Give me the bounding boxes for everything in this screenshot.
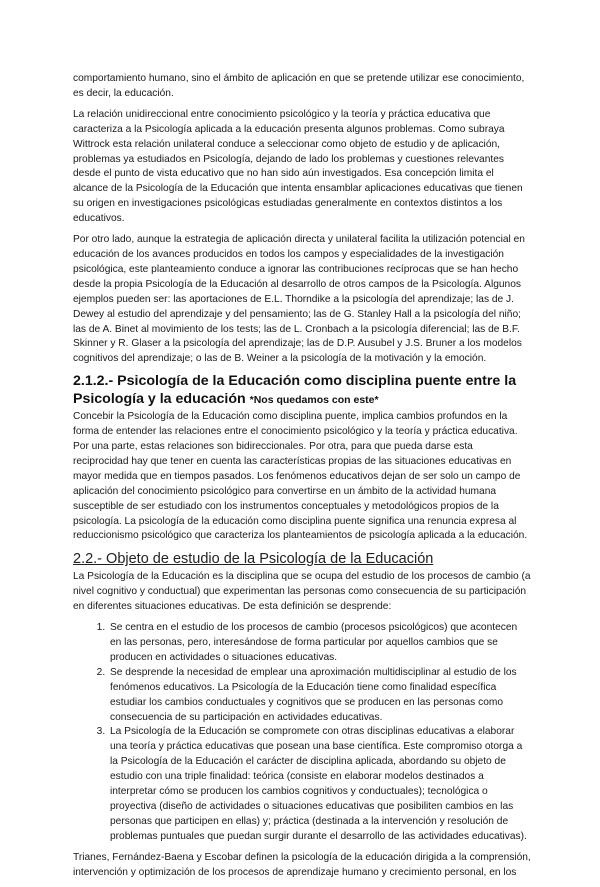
- definition-consequences-list: [73, 621, 531, 845]
- paragraph-trianes: Trianes, Fernández-Baena y Escobar definen la psicología de la educación dirigida a la comprensión, intervención y optimización de los procesos de aprendizaje humano y crecimiento personal, en los: [73, 851, 531, 878]
- page-content: [73, 72, 531, 887]
- paragraph-continuation: comportamiento humano, sino el ámbito de aplicación en que se pretende utilizar ese conocimiento, es decir, la educación.: [73, 73, 525, 99]
- paragraph-direct-application: Por otro lado, aunque la estrategia de aplicación directa y unilateral facilita la utilización potencial en educación de los avances producidos en todos los campos y especialidades de la investigación psicológica, este planteamiento conduce a ignorar las contribuciones recíprocas que se han hecho desde la propia Psicología de la Educación al desarrollo de otros campos de la Psicología. Algunos ejemplos pueden ser: las aportaciones de E.L. Thorndike a la psicología del aprendizaje; las de J. Dewey al estudio del aprendizaje y del pensamiento; las de G. Stanley Hall a la psicología del niño; las de A. Binet al movimiento de los tests; las de L. Cronbach a la psicología diferencial; las de B.F. Skinner y R. Glaser a la psicología del aprendizaje; las de D.P. Ausubel y J.S. Bruner a los modelos cognitivos del aprendizaje; o las de B. Weiner a la psicología de la motivación y la emoción.: [73, 234, 525, 365]
- section-heading-2-1-2-text: 2.1.2.- Psicología de la Educación como disciplina puente entre la Psicología y la educación: [73, 373, 517, 407]
- paragraph-bridge-discipline: Concebir la Psicología de la Educación como disciplina puente, implica cambios profundos en la forma de entender las relaciones entre el conocimiento psicológico y la teoría y práctica educativa. Por una parte, estas relaciones son bidireccionales. Por otra, para que pueda darse esta reciprocidad hay que tener en cuenta las características propias de las situaciones educativas en mayor medida que en tiempos pasados. Los fenómenos educativos dejan de ser solo un campo de aplicación del conocimiento psicológico para convertirse en un ámbito de la actividad humana susceptible de ser estudiado con los instrumentos conceptuales y metodológicos propios de la psicología. La psicología de la educación como disciplina puente significa una renuncia expresa al reduccionismo psicológico que caracteriza los planteamientos de psicología aplicada a la educación.: [73, 411, 528, 542]
- list-item: 3. La Psicología de la Educación se compromete con otras disciplinas educativas a elaborar una teoría y práctica educativas que posean una base científica. Este compromiso otorga a la Psicología de la Educación el carácter de disciplina aplicada, abordando su objeto de estudio con una triple finalidad: teórica (consiste en elaborar modelos destinados a interpretar cómo se producen los cambios cognitivos y conductuales); tecnológica o proyectiva (diseño de actividades o situaciones educativas que posibiliten cambios en las personas que participen en ellas) y; práctica (destinada a la intervención y resolución de problemas puntuales que puedan surgir durante el desarrollo de las actividades educativas).: [108, 725, 531, 844]
- section-heading-2-1-2: [73, 373, 531, 409]
- section-heading-2-2: 2.2.- Objeto de estudio de la Psicología de la Educación: [73, 551, 434, 568]
- list-item: 1. Se centra en el estudio de los procesos de cambio (procesos psicológicos) que acontecen en las personas, pero, interesándose de forma particular por aquellos cambios que se producen en actividades o situaciones educativas.: [108, 621, 531, 666]
- list-item: 2. Se desprende la necesidad de emplear una aproximación multidisciplinar al estudio de los fenómenos educativos. La Psicología de la Educación tiene como finalidad específica estudiar los cambios conductuales y cognitivos que se producen en las personas como consecuencia de su participación en actividades educativas.: [108, 666, 531, 726]
- paragraph-unidirectional-relation: La relación unidireccional entre conocimiento psicológico y la teoría y práctica educativa que caracteriza a la Psicología aplicada a la educación presenta algunos problemas. Como subraya Wittrock esta relación unilateral conduce a seleccionar como objeto de estudio y de aplicación, problemas ya estudiados en Psicología, dejando de lado los problemas y cuestiones relevantes desde el punto de vista educativo que no han sido aún investigados. Esa concepción limita el alcance de la Psicología de la Educación que intenta ensamblar aplicaciones educativas que tienen su origen en investigaciones psicológicas estudiadas generalmente en contextos distintos a los educativos.: [73, 108, 523, 225]
- paragraph-definition: La Psicología de la Educación es la disciplina que se ocupa del estudio de los procesos de cambio (a nivel cognitivo y conductual) que experimentan las personas como consecuencia de su participación en diferentes situaciones educativas. De esta definición se desprende:: [73, 571, 531, 613]
- section-heading-2-1-2-note: *Nos quedamos con este*: [249, 393, 379, 406]
